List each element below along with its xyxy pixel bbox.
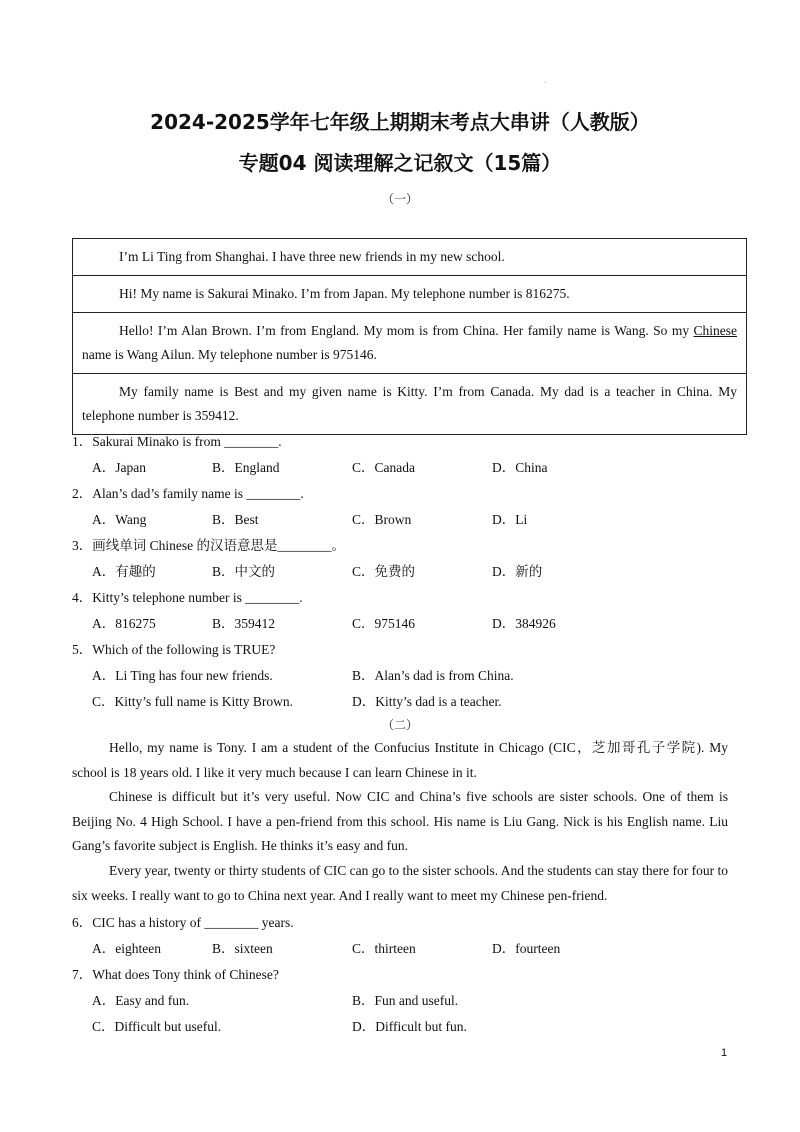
option-b[interactable]: B．Best: [212, 512, 259, 527]
option-c[interactable]: C．Difficult but useful.: [92, 1019, 222, 1034]
option-d[interactable]: D．Li: [492, 512, 528, 527]
question-stem: 4．Kitty’s telephone number is ________.: [72, 590, 303, 605]
passage2-paragraph: [72, 859, 728, 908]
option-c[interactable]: C．免费的: [352, 564, 416, 579]
option-c[interactable]: C．975146: [352, 616, 416, 631]
question-stem: 7．What does Tony think of Chinese?: [72, 967, 279, 982]
option-c[interactable]: C．Kitty’s full name is Kitty Brown.: [92, 694, 293, 709]
row-text: Hello! I’m Alan Brown. I’m from England. My mom is from China. Her family name is Wang. So my: [119, 323, 694, 338]
section-label-2: （二）: [381, 718, 418, 732]
option-c[interactable]: C．thirteen: [352, 941, 416, 956]
passage1-row: [73, 239, 746, 276]
row-text: I’m Li Ting from Shanghai. I have three new friends in my new school.: [119, 249, 505, 264]
option-a[interactable]: A．Easy and fun.: [92, 993, 190, 1008]
option-d[interactable]: D．fourteen: [492, 941, 561, 956]
passage1-row: [73, 276, 746, 313]
option-b[interactable]: B．中文的: [212, 564, 276, 579]
option-a[interactable]: A．Japan: [92, 460, 146, 475]
option-a[interactable]: A．Wang: [92, 512, 147, 527]
option-a[interactable]: A．eighteen: [92, 941, 161, 956]
row-text: My family name is Best and my given name is Kitty. I’m from Canada. My dad is a teacher in China. My telephone number is 359412.: [82, 384, 737, 423]
option-d[interactable]: D．新的: [492, 564, 543, 579]
option-c[interactable]: C．Brown: [352, 512, 412, 527]
option-b[interactable]: B．Alan’s dad is from China.: [352, 668, 514, 683]
scan-dot: ·: [544, 78, 547, 87]
question-stem: 2．Alan’s dad’s family name is ________.: [72, 486, 304, 501]
option-d[interactable]: D．384926: [492, 616, 556, 631]
section-label-1: （一）: [381, 192, 418, 206]
passage1-row: [73, 374, 746, 434]
document-title: 2024-2025学年七年级上期期末考点大串讲（人教版）: [150, 110, 650, 134]
paragraph-text: Hello, my name is Tony. I am a student of the Confucius Institute in Chicago (CIC，芝加哥孔子学院). My school is 18 years old. I like it very much because I can learn Chinese in it.: [72, 740, 728, 780]
row-text: Hi! My name is Sakurai Minako. I’m from Japan. My telephone number is 816275.: [119, 286, 570, 301]
paragraph-text: Every year, twenty or thirty students of CIC can go to the sister schools. And the students can stay there for four to six weeks. I really want to go to China next year. And I really want to meet my Chinese pen-friend.: [72, 863, 728, 903]
passage1-table: [72, 238, 747, 435]
question-stem: 5．Which of the following is TRUE?: [72, 642, 276, 657]
question-stem: 6．CIC has a history of ________ years.: [72, 915, 294, 930]
option-a[interactable]: A．有趣的: [92, 564, 156, 579]
option-d[interactable]: D．Difficult but fun.: [352, 1019, 467, 1034]
option-d[interactable]: D．Kitty’s dad is a teacher.: [352, 694, 502, 709]
option-d[interactable]: D．China: [492, 460, 548, 475]
option-c[interactable]: C．Canada: [352, 460, 415, 475]
row-text: name is Wang Ailun. My telephone number is 975146.: [82, 347, 377, 362]
option-a[interactable]: A．816275: [92, 616, 156, 631]
underlined-word: Chinese: [693, 323, 737, 338]
option-b[interactable]: B．Fun and useful.: [352, 993, 459, 1008]
page-number: 1: [721, 1047, 728, 1059]
option-b[interactable]: B．England: [212, 460, 280, 475]
option-b[interactable]: B．sixteen: [212, 941, 273, 956]
passage1-row: [73, 313, 746, 374]
option-b[interactable]: B．359412: [212, 616, 276, 631]
question-stem: 3．画线单词 Chinese 的汉语意思是________。: [72, 538, 345, 553]
paragraph-text: Chinese is difficult but it’s very useful. Now CIC and China’s five schools are sister schools. One of them is Beijing No. 4 High School. I have a pen-friend from this school. His name is Liu Gang. Nick is his English name. Liu Gang’s favorite subject is English. He thinks it’s easy and fun.: [72, 789, 728, 853]
question-stem: 1．Sakurai Minako is from ________.: [72, 434, 282, 449]
option-a[interactable]: A．Li Ting has four new friends.: [92, 668, 273, 683]
passage2-paragraph: [72, 736, 728, 785]
passage2-paragraph: [72, 785, 728, 859]
document-subtitle: 专题04 阅读理解之记叙文（15篇）: [238, 151, 562, 175]
